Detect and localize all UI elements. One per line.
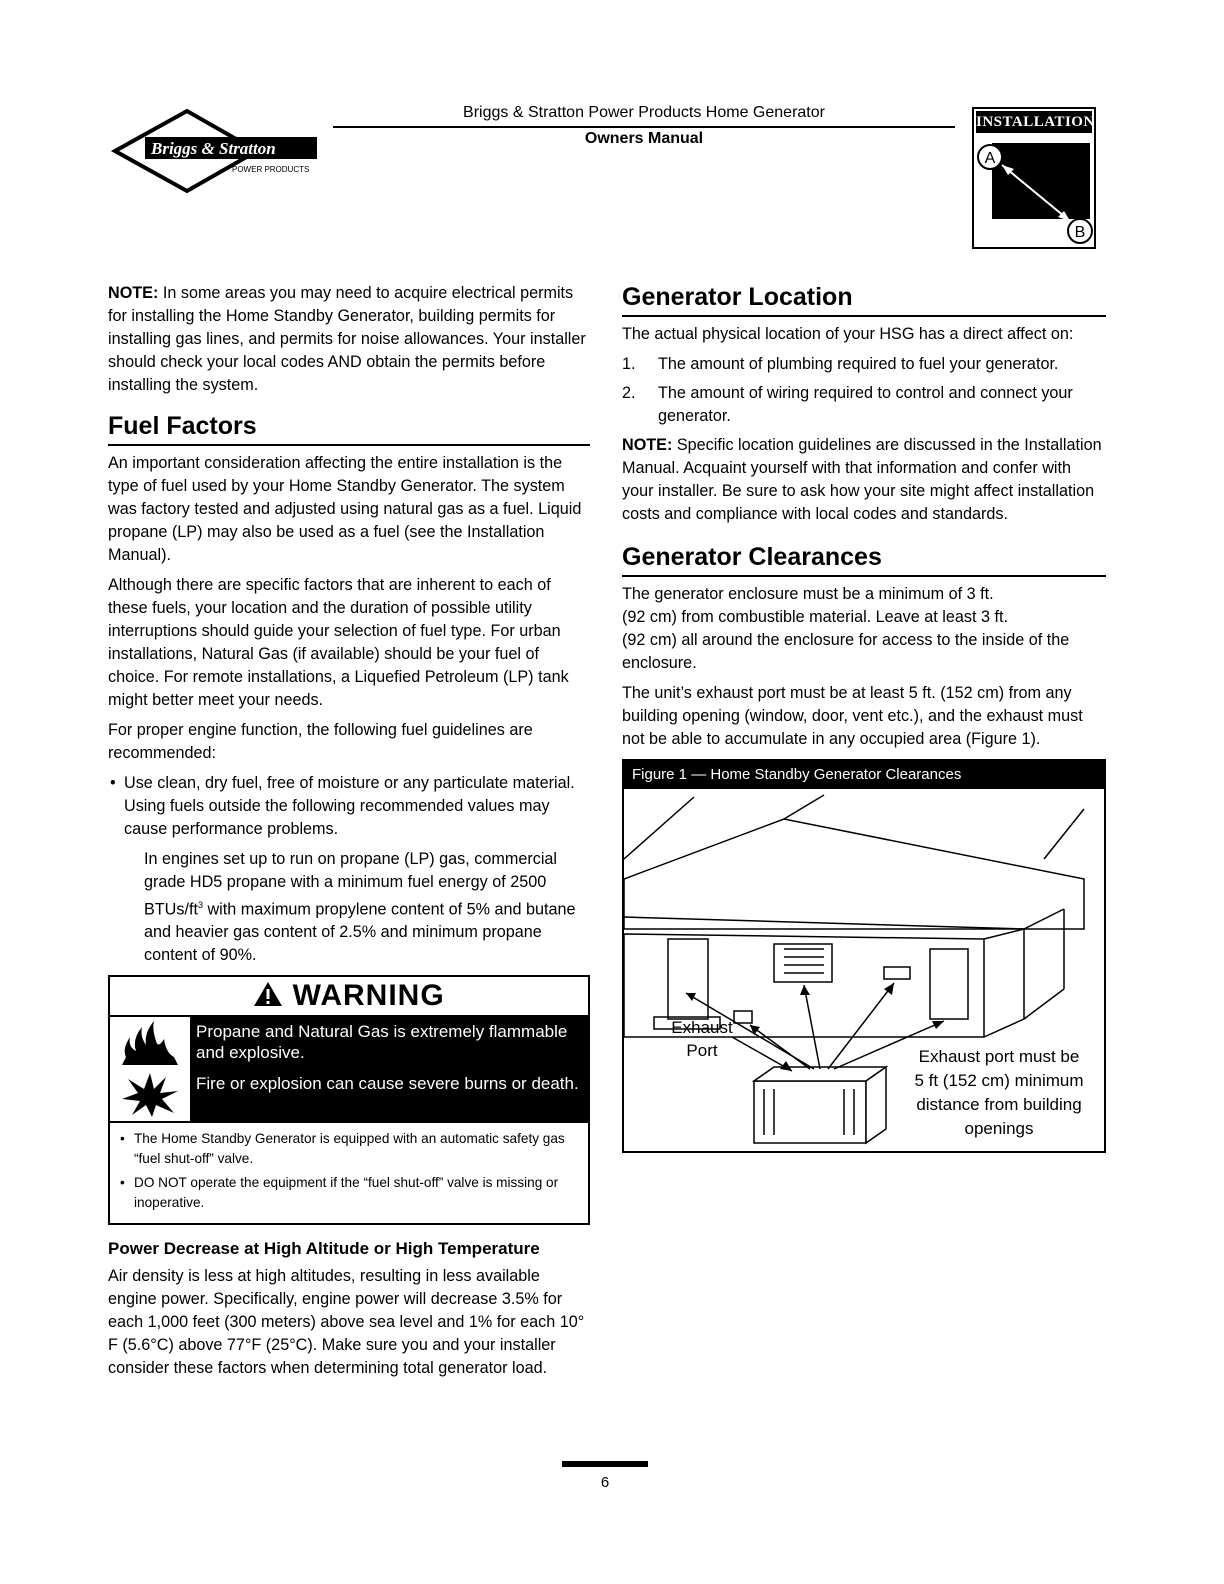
- fuel-spec-superscript: 3: [197, 900, 203, 910]
- location-item-2: [622, 382, 1106, 428]
- header-subtitle: Briggs & Stratton Power Products Home Generator: [463, 104, 825, 121]
- clearances-line-2: (92 cm) from combustible material. Leave at least 3 ft.: [622, 608, 1008, 626]
- fuel-paragraph-1: An important consideration affecting the entire installation is the type of fuel used by your Home Standby Generator. The system was factory tested and adjusted using natural gas as a fuel. Liquid propane (LP) may also be used as a fuel (see the Installation Manual).: [108, 454, 582, 564]
- fuel-spec-part-a: In engines set up to run on propane (LP) gas, commercial grade HD5 propane with a minimum fuel energy of 2500 BTUs/ft: [144, 850, 558, 919]
- clearances-line-3: (92 cm) all around the enclosure for access to the inside of the enclosure.: [622, 631, 1070, 672]
- fuel-spec-paragraph: [108, 848, 590, 967]
- power-decrease-heading: Power Decrease at High Altitude or High Temperature: [108, 1239, 540, 1259]
- warning-title-text: WARNING: [292, 979, 445, 1013]
- clearances-paragraph-1: [622, 583, 1106, 675]
- note-label: NOTE:: [108, 284, 159, 302]
- warning-row1-text: Propane and Natural Gas is extremely flammable and explosive.: [190, 1017, 588, 1069]
- note-text: In some areas you may need to acquire electrical permits for installing the Home Standby Generator, building permits for installing gas lines, and permits for noise allowances. Your installer should check your local codes AND obtain the permits before installing the system.: [108, 284, 586, 394]
- page-number-bar: [562, 1461, 648, 1467]
- header-manual-title: Owners Manual: [584, 130, 704, 147]
- warning-bullet-1: • The Home Standby Generator is equipped with an automatic safety gas “fuel shut-off” valve.: [118, 1129, 580, 1169]
- location-note-text: Specific location guidelines are discussed in the Installation Manual. Acquaint yourself with that information and confer with your installer. Be sure to ask how your site might affect installation costs and compliance with local codes and standards.: [622, 436, 1102, 523]
- warning-row-explosion: [110, 1069, 588, 1121]
- permits-note: [108, 282, 590, 397]
- exhaust-label-2: Port: [686, 1041, 718, 1060]
- warning-triangle-icon: [253, 981, 283, 1007]
- location-item-1-number: 1.: [622, 355, 636, 373]
- explosion-icon: [110, 1069, 190, 1121]
- warning-row2-text: Fire or explosion can cause severe burns or death.: [190, 1069, 588, 1121]
- location-paragraph: The actual physical location of your HSG has a direct affect on:: [622, 325, 1074, 343]
- figure-note-line-1: Exhaust port must be: [918, 1047, 1080, 1066]
- warning-bullet-2: • DO NOT operate the equipment if the “fuel shut-off” valve is missing or inoperative.: [118, 1173, 580, 1213]
- location-note: [622, 434, 1106, 526]
- location-note-label: NOTE:: [622, 436, 673, 454]
- logo-subtext: POWER PRODUCTS: [232, 165, 310, 174]
- installation-section-tab: [972, 107, 1096, 249]
- fuel-bullet: • Use clean, dry fuel, free of moisture or any particulate material. Using fuels outside the following recommended values may cause performance problems.: [108, 772, 590, 841]
- warning-bullets: [110, 1121, 588, 1223]
- right-column: [622, 282, 1106, 1153]
- figure-note-line-4: openings: [964, 1119, 1034, 1138]
- figure-note-line-3: distance from building: [916, 1095, 1082, 1114]
- briggs-stratton-logo: [107, 105, 327, 197]
- exhaust-label-1: Exhaust: [671, 1018, 733, 1037]
- location-item-2-number: 2.: [622, 384, 636, 402]
- warning-title: [110, 977, 588, 1017]
- figure-note-line-2: 5 ft (152 cm) minimum: [914, 1071, 1084, 1090]
- warning-row-flammable: [110, 1017, 588, 1069]
- generator-clearances-heading: Generator Clearances: [622, 542, 1106, 577]
- figure-1: [622, 759, 1106, 1153]
- clearances-line-1: The generator enclosure must be a minimum of 3 ft.: [622, 585, 994, 603]
- header-rule: [333, 126, 955, 128]
- tab-b-letter: B: [1074, 224, 1086, 241]
- generator-location-heading: Generator Location: [622, 282, 1106, 317]
- a-to-b-icon: [974, 133, 1094, 247]
- left-column: [108, 282, 590, 1387]
- fuel-paragraph-2: Although there are specific factors that are inherent to each of these fuels, your location and the duration of possible utility interruptions should guide your selection of fuel type. For urban installations, Natural Gas (if available) should be your fuel of choice. For remote installations, a Liquefied Petroleum (LP) tank might better meet your needs.: [108, 576, 569, 709]
- location-item-2-text: The amount of wiring required to control and connect your generator.: [658, 384, 1073, 425]
- fuel-spec-part-b: with maximum propylene content of 5% and butane and heavier gas content of 2.5% and minimum propane content of 90%.: [144, 900, 576, 965]
- power-decrease-paragraph: Air density is less at high altitudes, resulting in less available engine power. Specifically, engine power will decrease 3.5% for each 1,000 feet (300 meters) above sea level and 1% for each 10° F (5.6°C) above 77°F (25°C). Make sure you and your installer consider these factors when determining total generator load.: [108, 1267, 585, 1378]
- fuel-factors-heading: Fuel Factors: [108, 411, 590, 446]
- location-item-1-text: The amount of plumbing required to fuel your generator.: [658, 355, 1059, 373]
- page-number: 6: [600, 1474, 610, 1491]
- figure-caption: Figure 1 — Home Standby Generator Clearances: [624, 761, 1104, 789]
- tab-a-letter: A: [984, 150, 996, 167]
- warning-box: [108, 975, 590, 1225]
- fuel-paragraph-3: For proper engine function, the following fuel guidelines are recommended:: [108, 721, 533, 762]
- location-item-1: [622, 353, 1106, 376]
- clearances-paragraph-2: The unit’s exhaust port must be at least 5 ft. (152 cm) from any building opening (window, door, vent etc.), and the exhaust must not be able to accumulate in any occupied area (Figure 1).: [622, 684, 1083, 748]
- logo-wordmark: Briggs & Stratton: [151, 139, 276, 158]
- section-tab-label: INSTALLATION: [976, 111, 1092, 133]
- flame-icon: [110, 1017, 190, 1069]
